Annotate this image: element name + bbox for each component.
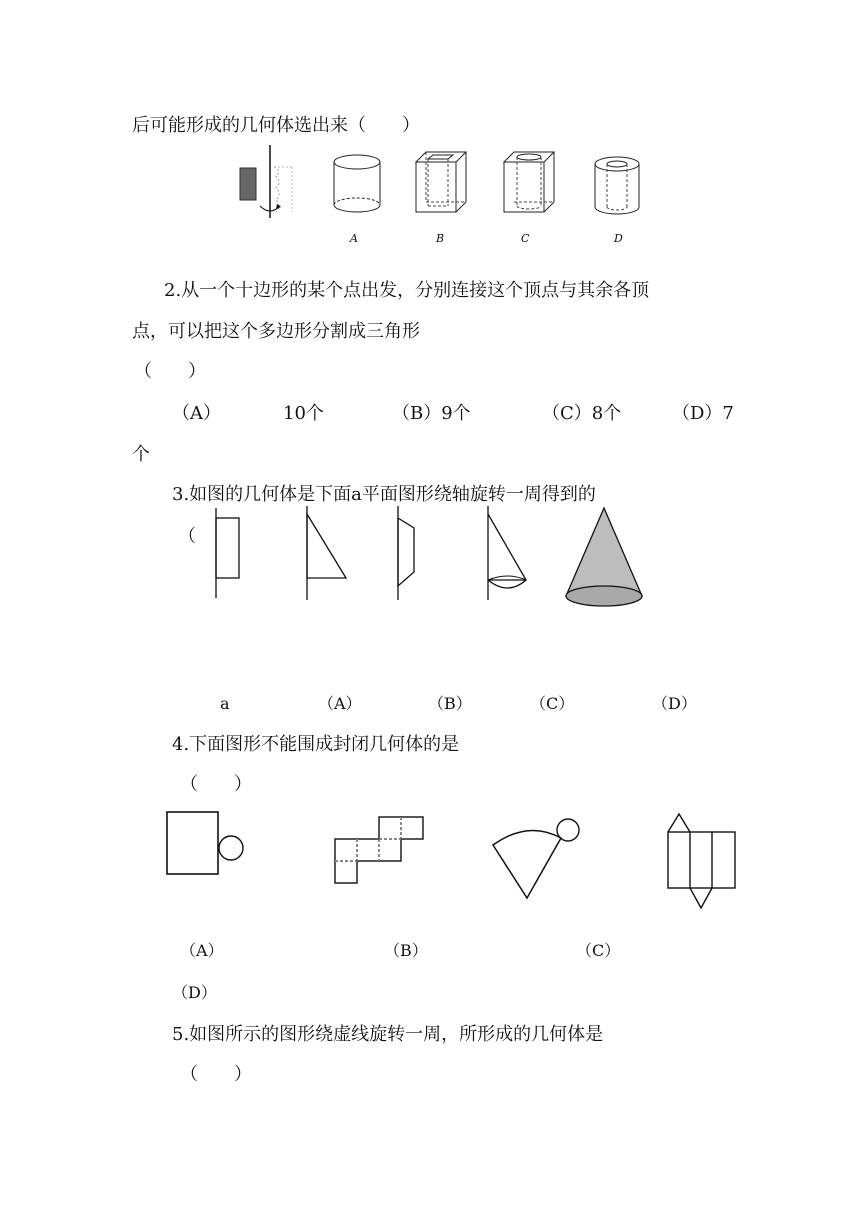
q4-text: 4.下面图形不能围成封闭几何体的是 (172, 734, 460, 755)
q1-option-c-box-with-hole (500, 148, 560, 218)
q4-label-d: （D） (172, 983, 217, 1002)
q2-option-d-wrap: 个 (132, 444, 150, 465)
q5-text: 5.如图所示的图形绕虚线旋转一周，所形成的几何体是 (172, 1024, 604, 1045)
q3-figures (0, 500, 860, 610)
q1-label-a: A (350, 232, 358, 245)
q3-answer-paren: （ (178, 526, 196, 547)
q1-option-a-cylinder (330, 150, 390, 220)
q2-option-b: （B）9个 (392, 403, 471, 424)
q1-option-d-hollow-cylinder (590, 152, 650, 222)
q5-answer-paren: （ ） (180, 1064, 252, 1085)
q1-option-b-hollow-box (412, 148, 472, 218)
q3-label-option-b: （B） (428, 694, 472, 713)
q2-answer-paren: （ ） (134, 361, 206, 382)
q4-answer-paren: （ ） (180, 774, 252, 795)
q2-option-a: （A） (172, 403, 221, 424)
q1-label-b: B (436, 232, 445, 245)
q2-option-a-value: 10个 (283, 403, 324, 424)
q2-text-line2: 点，可以把这个多边形分割成三角形 (132, 321, 420, 342)
q4-label-a: （A） (180, 941, 224, 960)
q1-label-d: D (614, 232, 623, 245)
q2-text-line1: 2.从一个十边形的某个点出发，分别连接这个顶点与其余各顶 (164, 280, 650, 301)
q1-label-c: C (521, 232, 530, 245)
q4-label-b: （B） (384, 941, 428, 960)
q3-label-option-d: （D） (652, 694, 697, 713)
q2-option-c: （C）8个 (542, 403, 622, 424)
q3-label-option-a: （A） (318, 694, 362, 713)
q2-option-d: （D）7 (672, 403, 734, 424)
q4-label-c: （C） (576, 941, 621, 960)
q3-text: 3.如图的几何体是下面a平面图形绕轴旋转一周得到的 (172, 484, 596, 505)
q3-label-a: a (220, 694, 230, 713)
q3-label-option-c: （C） (530, 694, 575, 713)
q1-text: 后可能形成的几何体选出来（ ） (132, 115, 420, 136)
q4-figures (0, 800, 860, 915)
